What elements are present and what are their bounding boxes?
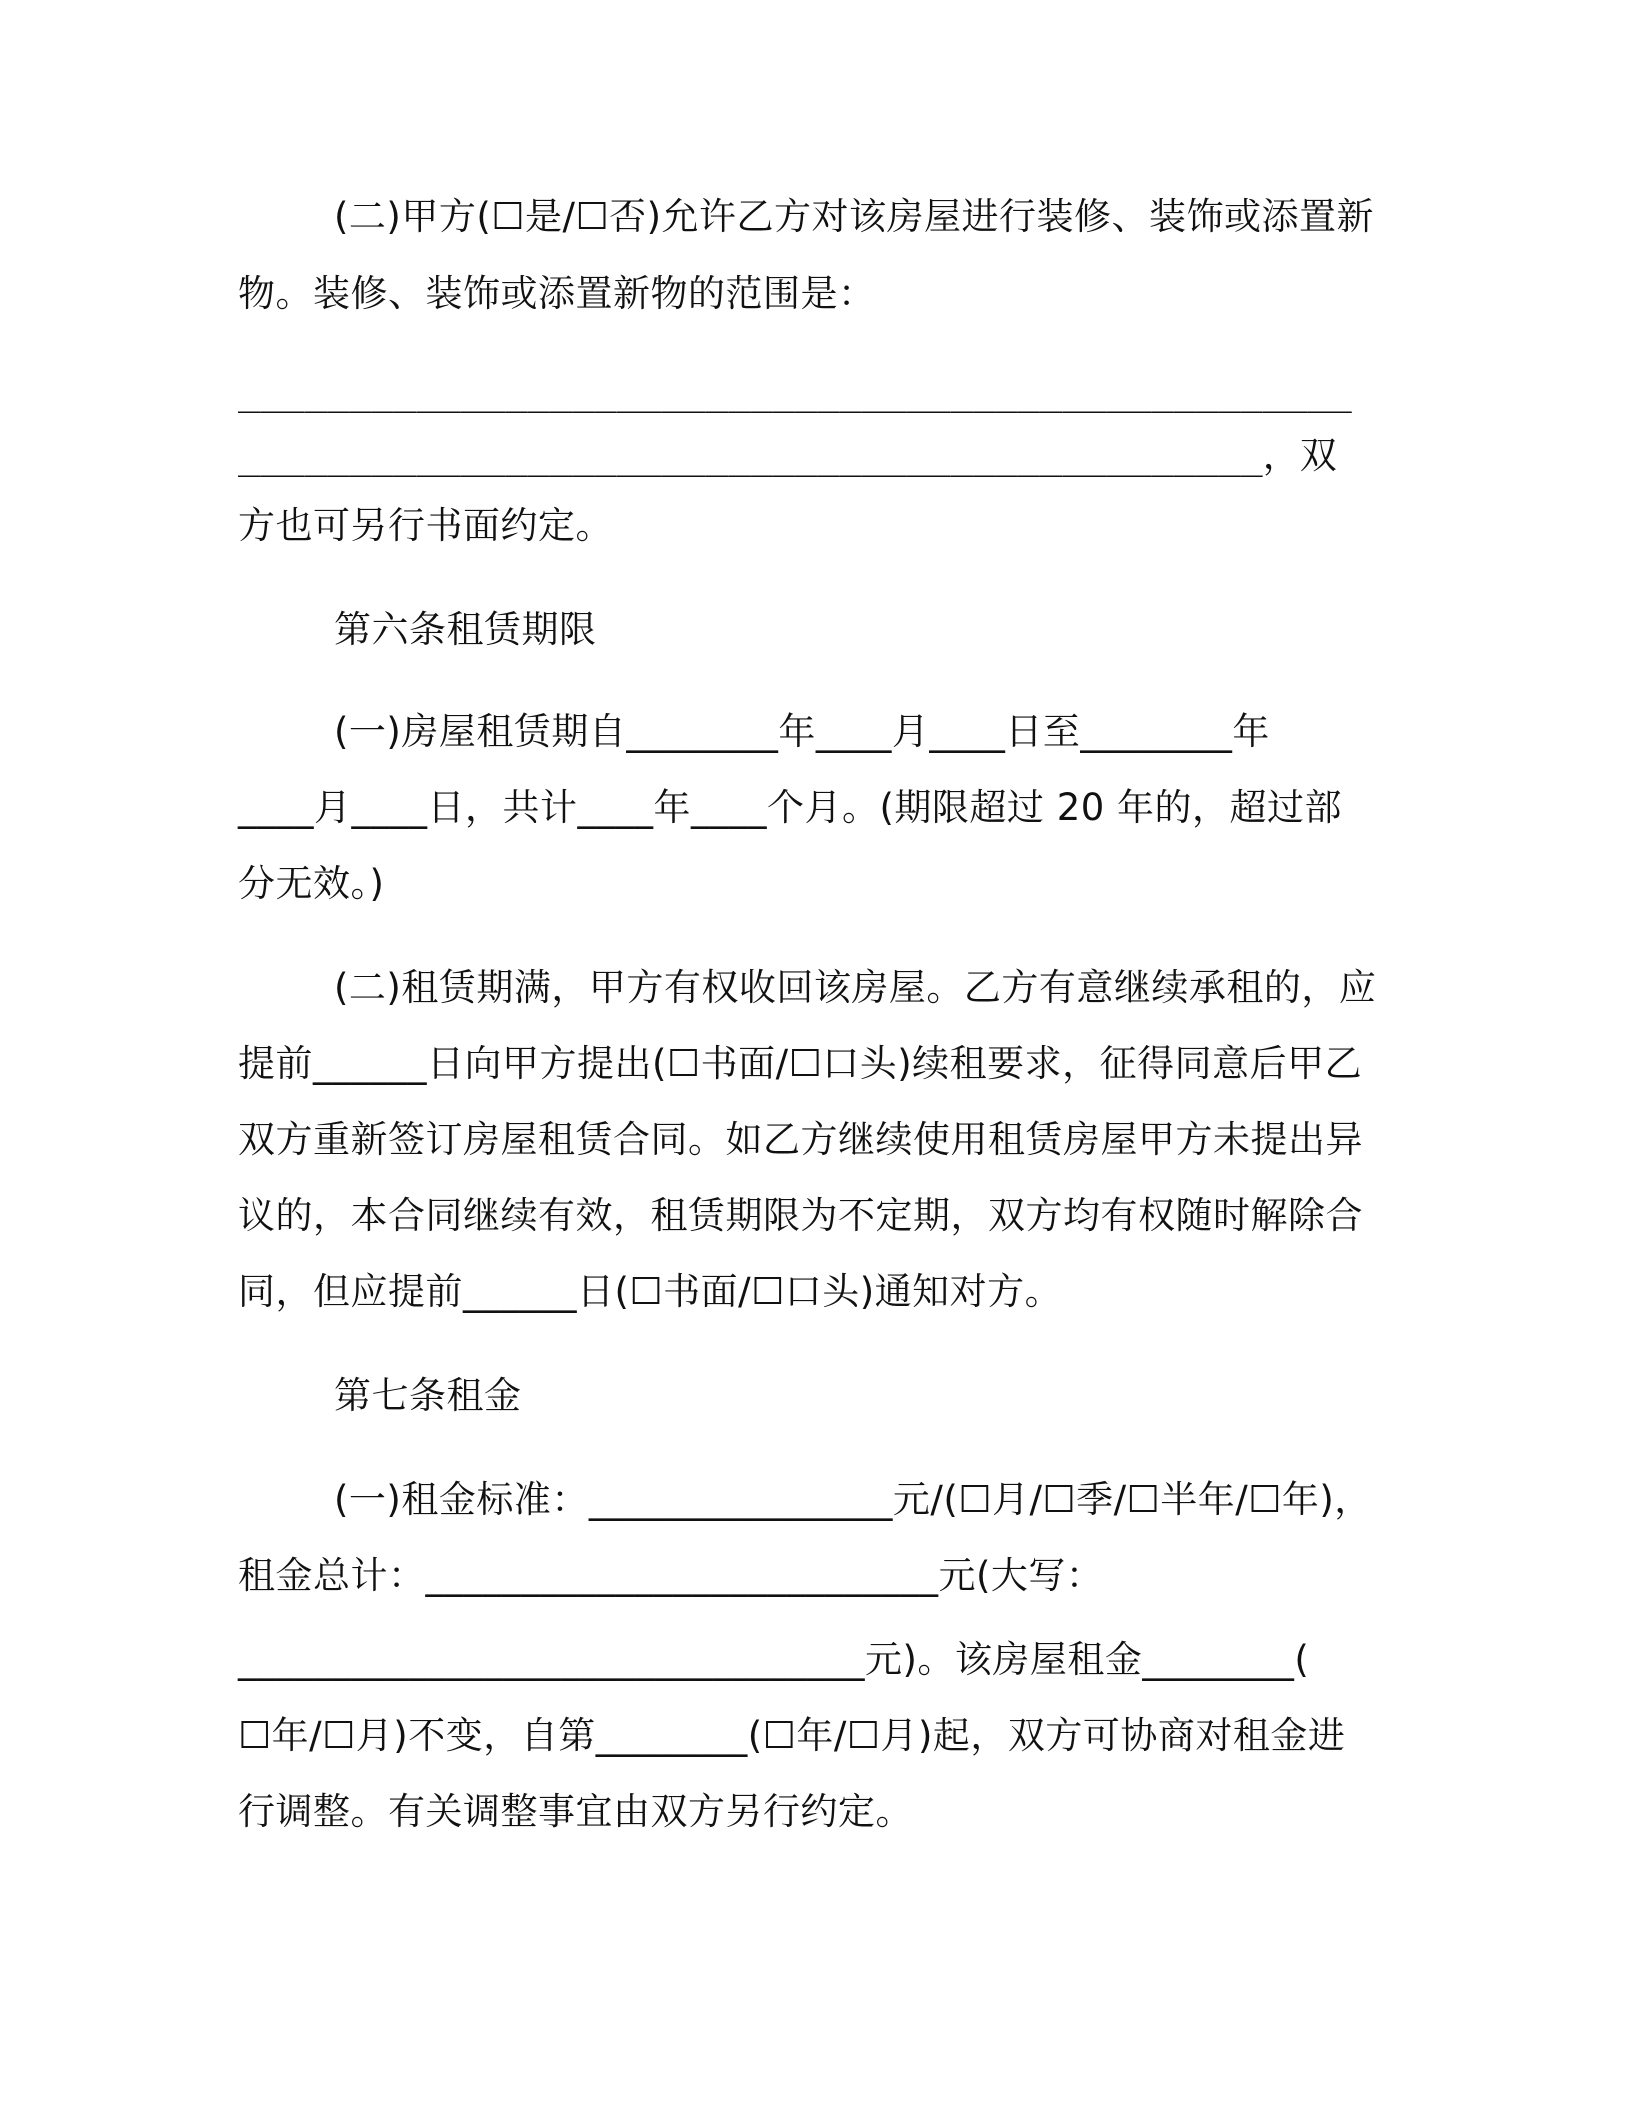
paragraph-lease-term-line-2: ____月____日，共计____年____个月。(期限超过 20 年的，超过部 bbox=[238, 786, 1343, 829]
paragraph-lease-expiry-line-2: 提前______日向甲方提出(☐书面/☐口头)续租要求，征得同意后甲乙 bbox=[238, 1042, 1363, 1085]
paragraph-rent-line-5: 行调整。有关调整事宜由双方另行约定。 bbox=[238, 1790, 913, 1833]
paragraph-lease-expiry-line-3: 双方重新签订房屋租赁合同。如乙方继续使用租赁房屋甲方未提出异 bbox=[238, 1118, 1363, 1161]
paragraph-lease-expiry-line-4: 议的，本合同继续有效，租赁期限为不定期，双方均有权随时解除合 bbox=[238, 1194, 1363, 1237]
heading-article-6: 第六条租赁期限 bbox=[334, 608, 597, 651]
paragraph-lease-term-line-3: 分无效。) bbox=[238, 862, 385, 905]
paragraph-decoration-permission-line-1: (二)甲方(☐是/☐否)允许乙方对该房屋进行装修、装饰或添置新 bbox=[334, 195, 1375, 238]
paragraph-lease-expiry-line-5: 同，但应提前______日(☐书面/☐口头)通知对方。 bbox=[238, 1270, 1063, 1313]
heading-article-7: 第七条租金 bbox=[334, 1374, 522, 1417]
paragraph-decoration-permission-line-3: 方也可另行书面约定。 bbox=[238, 504, 613, 547]
paragraph-rent-line-2: 租金总计：___________________________元(大写： bbox=[238, 1554, 1104, 1597]
paragraph-rent-line-1: (一)租金标准：________________元/(☐月/☐季/☐半年/☐年)， bbox=[334, 1478, 1372, 1521]
fill-blank-line-2: ______________________________________________，双 bbox=[238, 434, 1337, 477]
paragraph-decoration-permission-line-2: 物。装修、装饰或添置新物的范围是： bbox=[238, 272, 876, 315]
paragraph-rent-line-4: ☐年/☐月)不变，自第________(☐年/☐月)起，双方可协商对租金进 bbox=[238, 1714, 1346, 1757]
fill-blank-line-1: __________________________________________________ bbox=[238, 370, 1352, 413]
paragraph-rent-line-3: _________________________________元)。该房屋租金________( bbox=[238, 1638, 1310, 1681]
paragraph-lease-expiry-line-1: (二)租赁期满，甲方有权收回该房屋。乙方有意继续承租的，应 bbox=[334, 966, 1377, 1009]
paragraph-lease-term-line-1: (一)房屋租赁期自________年____月____日至________年 bbox=[334, 710, 1270, 753]
